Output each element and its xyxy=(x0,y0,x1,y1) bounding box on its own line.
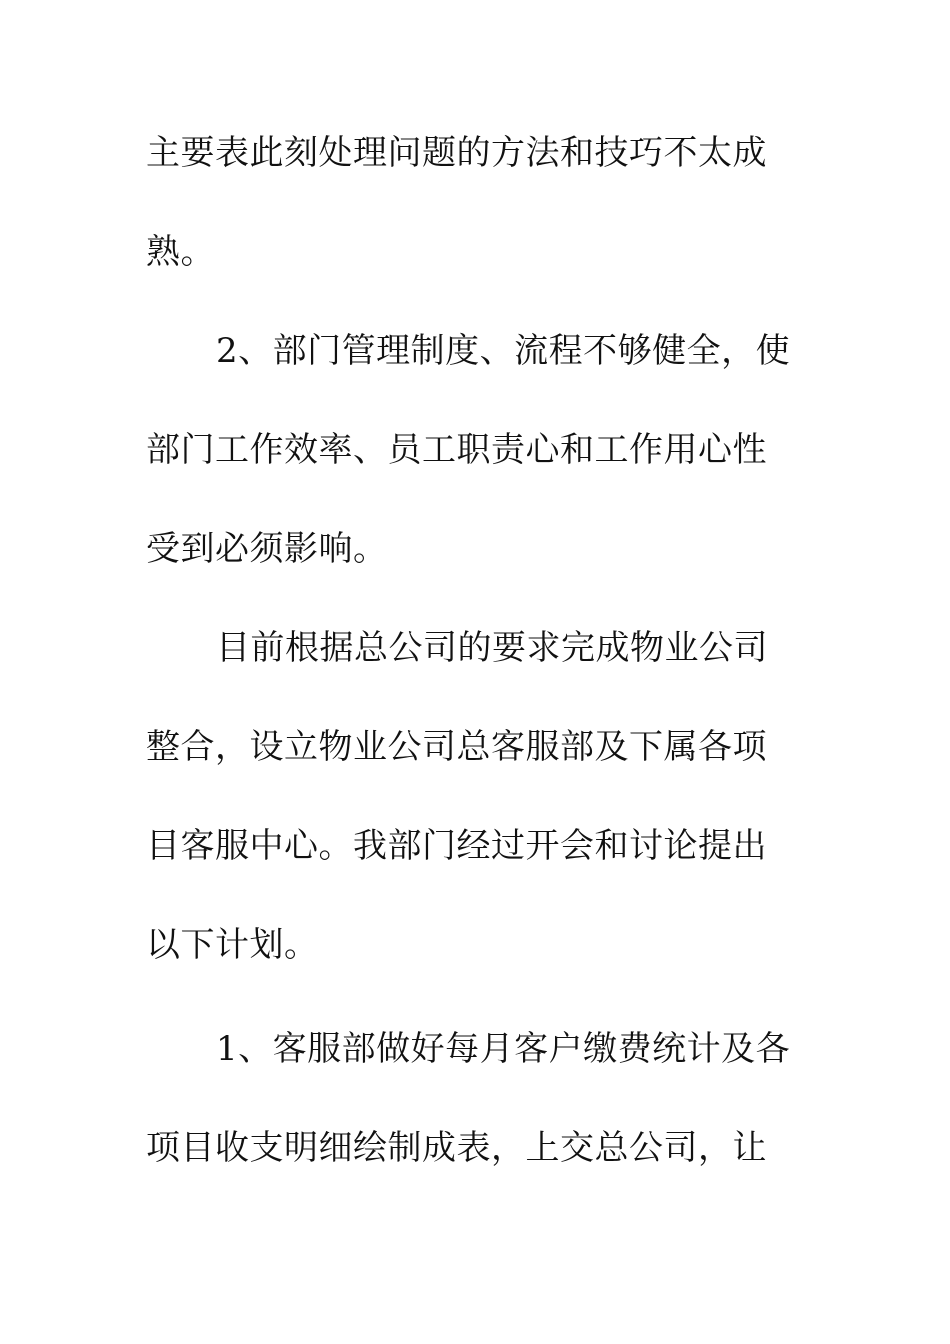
text-line-9: 以下计划。 xyxy=(146,925,319,965)
text-line-1: 主要表此刻处理问题的方法和技巧不太成 xyxy=(146,133,767,173)
text-line-2: 熟。 xyxy=(146,232,215,272)
text-line-11: 项目收支明细绘制成表，上交总公司，让 xyxy=(146,1128,767,1168)
text-line-8: 目客服中心。我部门经过开会和讨论提出 xyxy=(146,826,767,866)
text-line-3: 2、部门管理制度、流程不够健全，使 xyxy=(216,331,791,371)
text-line-7: 整合，设立物业公司总客服部及下属各项 xyxy=(146,727,767,767)
text-line-4: 部门工作效率、员工职责心和工作用心性 xyxy=(146,430,767,470)
text-line-5: 受到必须影响。 xyxy=(146,529,388,569)
text-line-6: 目前根据总公司的要求完成物业公司 xyxy=(216,628,768,668)
text-line-10: 1、客服部做好每月客户缴费统计及各 xyxy=(216,1029,791,1069)
